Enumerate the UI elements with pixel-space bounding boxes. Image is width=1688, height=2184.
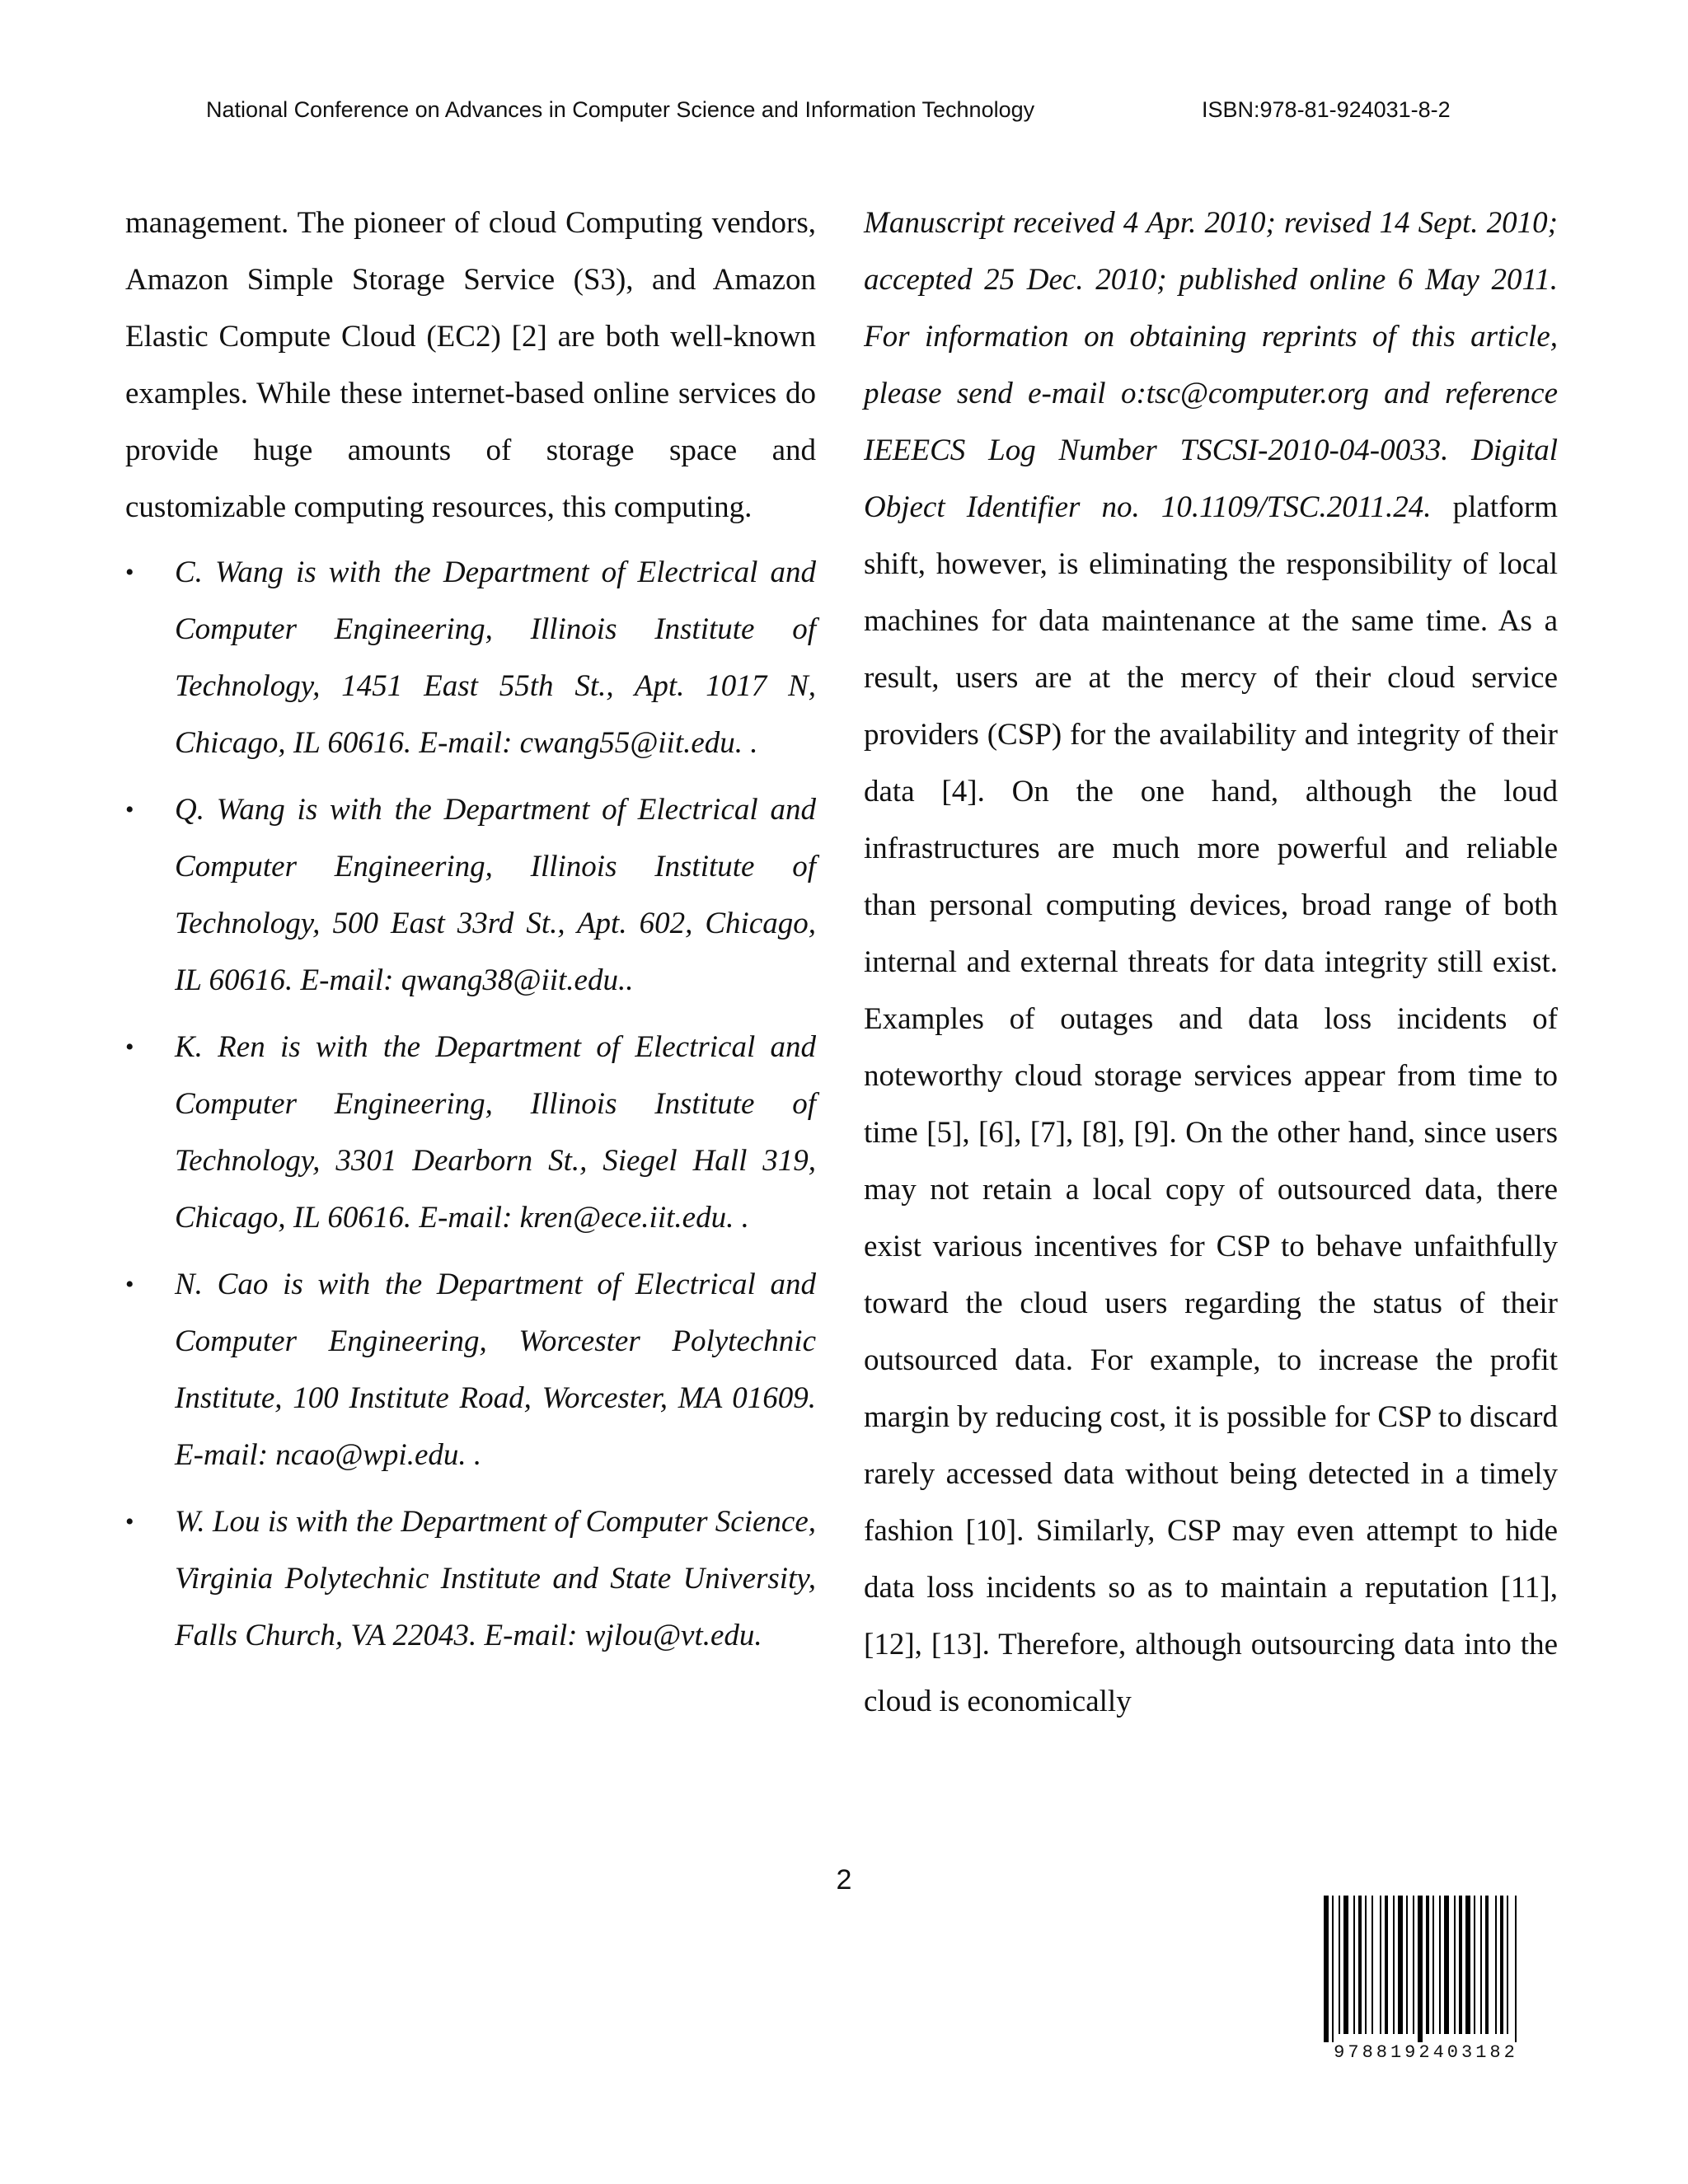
barcode-bar — [1515, 1896, 1517, 2042]
author-affiliation-text: W. Lou is with the Department of Computer Science, Virginia Polytechnic Institute and State University, Falls Church, VA 22043. E-mail: wjlou@vt.edu. — [175, 1505, 816, 1652]
barcode-bar — [1343, 1896, 1348, 2034]
barcode-bar — [1339, 1896, 1340, 2034]
barcode-digits: 9788192403182 — [1334, 2042, 1518, 2063]
author-affiliation-text: K. Ren is with the Department of Electrical and Computer Engineering, Illinois Institute of Technology, 3301 Dearborn St., Siegel Hall 319, Chicago, IL 60616. E-mail: kren@ece.iit.edu. . — [175, 1030, 816, 1235]
conference-title: National Conference on Advances in Computer Science and Information Technology — [206, 97, 1035, 122]
barcode-bar — [1393, 1896, 1395, 2034]
barcode-bar — [1372, 1896, 1373, 2034]
barcode-bar — [1332, 1896, 1334, 2042]
author-affiliation-list — [125, 544, 816, 1664]
barcode-bar — [1406, 1896, 1408, 2034]
barcode-bar — [1465, 1896, 1470, 2034]
bullet-dot-icon: • — [125, 1033, 134, 1061]
author-affiliation-text: C. Wang is with the Department of Electrical and Computer Engineering, Illinois Institute of Technology, 1451 East 55th St., Apt. 1017 N, Chicago, IL 60616. E-mail: cwang55@iit.edu. . — [175, 555, 816, 760]
author-affiliation-item — [125, 1256, 816, 1483]
barcode-bar — [1485, 1896, 1489, 2034]
right-column — [864, 194, 1558, 1730]
barcode-bar — [1459, 1896, 1462, 2034]
barcode-bar — [1500, 1896, 1503, 2034]
barcode-bar — [1353, 1896, 1355, 2034]
barcode-bar — [1432, 1896, 1434, 2034]
barcode-bar — [1413, 1896, 1414, 2034]
author-affiliation-text: Q. Wang is with the Department of Electrical and Computer Engineering, Illinois Institute of Technology, 500 East 33rd St., Apt. 602, Chicago, IL 60616. E-mail: qwang38@iit.edu.. — [175, 793, 816, 997]
barcode-bar — [1358, 1896, 1362, 2034]
barcode-icon — [1319, 1896, 1533, 2069]
author-affiliation-text: N. Cao is with the Department of Electrical and Computer Engineering, Worcester Polytechnic Institute, 100 Institute Road, Worcester, MA 01609. E-mail: ncao@wpi.edu. . — [175, 1268, 816, 1472]
left-column — [125, 194, 816, 1674]
barcode-bar — [1474, 1896, 1475, 2034]
isbn-label: ISBN:978-81-924031-8-2 — [1202, 97, 1451, 122]
body-paragraph — [864, 194, 1558, 1730]
author-affiliation-item — [125, 1493, 816, 1664]
bullet-dot-icon: • — [125, 559, 134, 586]
author-affiliation-item — [125, 781, 816, 1009]
barcode-bar — [1495, 1896, 1497, 2034]
author-affiliation-item — [125, 544, 816, 771]
bullet-dot-icon: • — [125, 1271, 134, 1298]
barcode-bars — [1319, 1896, 1533, 2042]
barcode-bar — [1380, 1896, 1381, 2034]
barcode-bar — [1454, 1896, 1456, 2034]
bullet-dot-icon: • — [125, 1508, 134, 1535]
barcode-bar — [1439, 1896, 1441, 2034]
bullet-dot-icon: • — [125, 796, 134, 823]
barcode-bar — [1507, 1896, 1508, 2034]
manuscript-note: Manuscript received 4 Apr. 2010; revised 14 Sept. 2010; accepted 25 Dec. 2010; published online 6 May 2011. For information on obtaining reprints of this article, please send e-mail o:tsc@computer.org and reference IEEECS Log Number TSCSI-2010-04-0033. Digital Object Identifier no. 10.1109/TSC.2011.24. — [864, 206, 1558, 524]
barcode-bar — [1324, 1896, 1329, 2042]
barcode-bar — [1444, 1896, 1449, 2034]
intro-paragraph: management. The pioneer of cloud Computing vendors, Amazon Simple Storage Service (S3), and Amazon Elastic Compute Cloud (EC2) [2] are both well-known examples. While these internet-based online services do provide huge amounts of storage space and customizable computing resources, this computing. — [125, 206, 816, 524]
barcode-bar — [1480, 1896, 1482, 2034]
page-number: 2 — [836, 1864, 852, 1896]
barcode-bar — [1426, 1896, 1429, 2034]
author-affiliation-item — [125, 1019, 816, 1246]
barcode-bar — [1418, 1896, 1423, 2042]
barcode-bar — [1385, 1896, 1388, 2034]
body-text: platform shift, however, is eliminating the responsibility of local machines for data maintenance at the same time. As a result, users are at the mercy of their cloud service providers (CSP) for the availability and integrity of their data [4]. On the one hand, although the loud infrastructures are much more powerful and reliable than personal computing devices, broad range of both internal and external threats for data integrity still exist. Examples of outages and data loss incidents of noteworthy cloud storage services appear from time to time [5], [6], [7], [8], [9]. On the other hand, since users may not retain a local copy of outsourced data, there exist various incentives for CSP to behave unfaithfully toward the cloud users regarding the status of their outsourced data. For example, to increase the profit margin by reducing cost, it is possible for CSP to discard rarely accessed data without being detected in a timely fashion [10]. Similarly, CSP may even attempt to hide data loss incidents so as to maintain a reputation [11], [12], [13]. Therefore, although outsourcing data into the cloud is economically — [864, 490, 1558, 1718]
barcode-bar — [1398, 1896, 1403, 2034]
barcode-bar — [1365, 1896, 1367, 2034]
